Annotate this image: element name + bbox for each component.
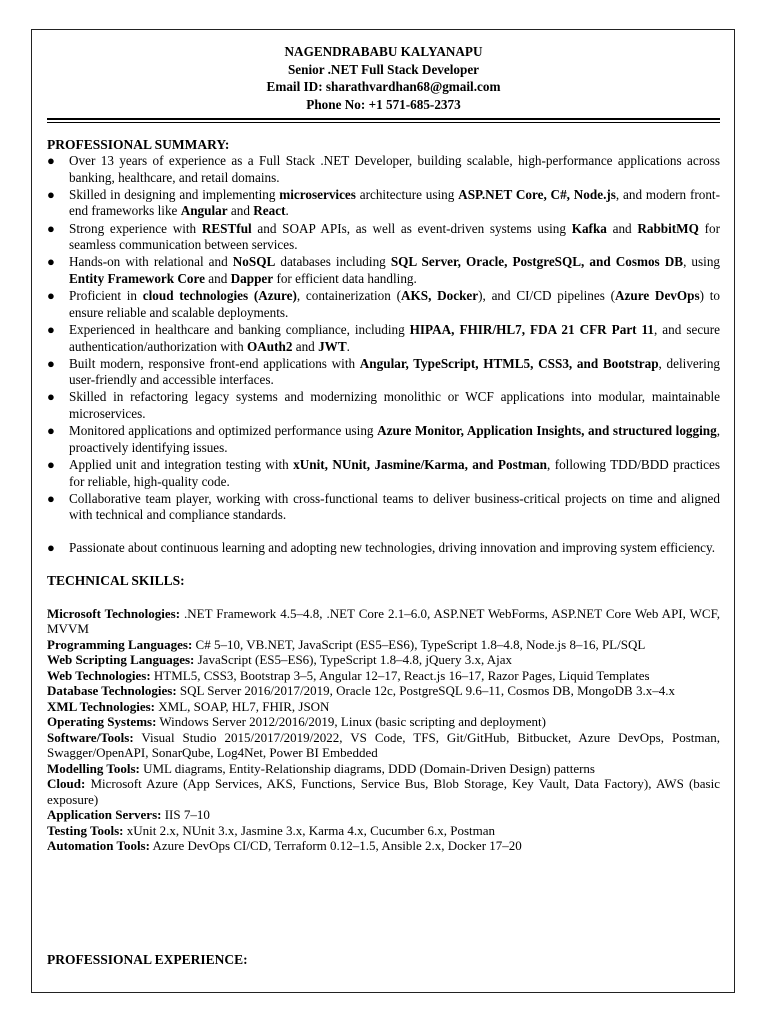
header-divider-thick: [47, 118, 720, 120]
skill-value: XML, SOAP, HL7, FHIR, JSON: [155, 698, 330, 714]
bullet-dot-icon: ●: [47, 220, 55, 236]
summary-text: and SOAP APIs, as well as event-driven systems using: [251, 220, 572, 236]
skill-line: [47, 761, 720, 777]
skill-label: Application Servers:: [47, 807, 162, 823]
skill-label: Automation Tools:: [47, 838, 150, 854]
skill-line: [47, 714, 720, 730]
summary-bullet: [47, 254, 720, 287]
summary-bullet: [47, 288, 720, 321]
skill-line: [47, 730, 720, 761]
skill-label: Software/Tools:: [47, 729, 134, 745]
summary-bold-text: HIPAA, FHIR/HL7, FDA 21 CFR Part 11: [409, 321, 655, 337]
summary-text: for seamless communication between services.: [69, 220, 720, 253]
bullet-dot-icon: ●: [47, 288, 55, 304]
bullet-dot-icon: ●: [47, 355, 55, 371]
summary-text: ) to ensure reliable and scalable deployments.: [69, 288, 721, 320]
summary-text: Over 13 years of experience as a Full Stack .NET Developer, building scalable, high-performance applications across banking, healthcare, and retail domains.: [69, 153, 720, 185]
skill-value: Azure DevOps CI/CD, Terraform 0.12–1.5, Ansible 2.x, Docker 17–20: [149, 838, 522, 854]
skill-line: [47, 776, 720, 807]
skill-line: [47, 637, 720, 653]
summary-bullet: [47, 540, 720, 557]
summary-text: and: [227, 203, 254, 219]
summary-text: databases including: [275, 254, 391, 270]
summary-bold-text: cloud technologies (Azure): [142, 288, 297, 304]
summary-text: and: [205, 270, 231, 286]
summary-text: .: [285, 203, 289, 219]
skill-value: UML diagrams, Entity-Relationship diagrams, DDD (Domain-Driven Design) patterns: [139, 760, 595, 776]
skill-value: HTML5, CSS3, Bootstrap 3–5, Angular 12–17, React.js 16–17, Razor Pages, Liquid Templates: [150, 667, 650, 683]
summary-text: ), and CI/CD pipelines (: [478, 288, 616, 304]
skill-line: [47, 668, 720, 684]
summary-text: Skilled in designing and implementing: [69, 186, 280, 202]
summary-text: , delivering user-friendly and accessible interfaces.: [69, 355, 721, 388]
candidate-email: Email ID: sharathvardhan68@gmail.com: [266, 79, 501, 94]
skill-label: Web Scripting Languages:: [47, 652, 195, 668]
summary-text: Collaborative team player, working with cross-functional teams to deliver business-critical projects on time and aligned with technical and compliance standards.: [69, 490, 720, 523]
summary-bold-text: RabbitMQ: [637, 220, 699, 236]
summary-text: , using: [683, 254, 721, 270]
bullet-dot-icon: ●: [47, 254, 55, 270]
summary-list: [47, 153, 720, 557]
summary-bullet: [47, 457, 720, 490]
summary-bold-text: JWT: [318, 338, 347, 354]
summary-text: Monitored applications and optimized performance using: [69, 423, 378, 439]
summary-bullet: [47, 221, 720, 254]
summary-bold-text: Kafka: [571, 220, 607, 236]
summary-text: Strong experience with: [69, 220, 202, 236]
skill-label: Cloud:: [47, 776, 86, 792]
bullet-dot-icon: ●: [47, 423, 55, 439]
summary-bullet: [47, 491, 720, 524]
summary-text: , following TDD/BDD practices for reliable, high-quality code.: [69, 457, 720, 489]
summary-bullet: [47, 187, 720, 220]
experience-heading: PROFESSIONAL EXPERIENCE:: [47, 952, 248, 967]
skill-label: XML Technologies:: [47, 698, 155, 714]
summary-bold-text: Angular, TypeScript, HTML5, CSS3, and Bootstrap: [359, 355, 659, 371]
skill-value: Visual Studio 2015/2017/2019/2022, VS Code, TFS, Git/GitHub, Bitbucket, Azure DevOps, Postman, Swagger/OpenAPI, SonarQube, Log4Net, Power BI Embedded: [47, 729, 720, 761]
summary-bold-text: Azure DevOps: [615, 288, 700, 304]
summary-text: Skilled in refactoring legacy systems and modernizing monolithic or WCF applications into modular, maintainable microservices.: [69, 389, 720, 422]
summary-text: and: [606, 220, 638, 236]
skill-label: Web Technologies:: [47, 667, 151, 683]
summary-text: , containerization (: [296, 288, 401, 304]
skill-label: Programming Languages:: [47, 636, 193, 652]
summary-bold-text: Angular: [180, 203, 228, 219]
skill-line: [47, 838, 720, 854]
skill-value: JavaScript (ES5–ES6), TypeScript 1.8–4.8, jQuery 3.x, Ajax: [194, 652, 513, 668]
summary-bold-text: React: [253, 203, 286, 219]
resume-page: [31, 29, 735, 993]
skill-label: Modelling Tools:: [47, 760, 140, 776]
summary-bold-text: OAuth2: [246, 338, 293, 354]
summary-bold-text: RESTful: [201, 220, 252, 236]
summary-text: , proactively identifying issues.: [69, 423, 720, 455]
summary-text: architecture using: [355, 186, 459, 202]
skill-value: .NET Framework 4.5–4.8, .NET Core 2.1–6.0, ASP.NET WebForms, ASP.NET Core Web API, WCF, MVVM: [47, 605, 721, 637]
summary-bold-text: AKS, Docker: [400, 288, 479, 304]
summary-bold-text: microservices: [279, 186, 356, 202]
skill-line: [47, 606, 720, 637]
bullet-dot-icon: ●: [47, 389, 55, 405]
summary-bold-text: ASP.NET Core, C#, Node.js: [458, 186, 616, 202]
summary-bold-text: NoSQL: [232, 254, 276, 270]
summary-text: Experienced in healthcare and banking compliance, including: [69, 321, 410, 337]
summary-bold-text: Entity Framework Core: [69, 270, 205, 286]
summary-bullet: [47, 423, 720, 456]
summary-text: for efficient data handling.: [273, 270, 417, 286]
candidate-phone: Phone No: +1 571-685-2373: [306, 96, 461, 112]
summary-bold-text: Dapper: [230, 270, 274, 286]
summary-bullet: [47, 322, 720, 355]
skill-value: IIS 7–10: [161, 807, 210, 823]
summary-text: Passionate about continuous learning and adopting new technologies, driving innovation and improving system efficiency.: [69, 540, 716, 555]
skill-value: Microsoft Azure (App Services, AKS, Functions, Service Bus, Blob Storage, Key Vault, Data Factory), AWS (basic exposure): [47, 776, 720, 807]
summary-bold-text: xUnit, NUnit, Jasmine/Karma, and Postman: [293, 457, 547, 473]
summary-text: and: [292, 338, 319, 354]
summary-bullet: [47, 153, 720, 186]
summary-heading: PROFESSIONAL SUMMARY:: [47, 137, 230, 152]
skill-value: C# 5–10, VB.NET, JavaScript (ES5–ES6), TypeScript 1.8–4.8, Node.js 8–16, PL/SQL: [192, 636, 646, 652]
skill-label: Operating Systems:: [47, 714, 157, 730]
skill-value: xUnit 2.x, NUnit 3.x, Jasmine 3.x, Karma 4.x, Cucumber 6.x, Postman: [123, 822, 496, 838]
bullet-dot-icon: ●: [47, 186, 55, 202]
summary-text: Applied unit and integration testing with: [69, 457, 294, 473]
skills-heading: TECHNICAL SKILLS:: [47, 572, 185, 588]
summary-bullet: [47, 356, 720, 389]
header-divider-thin: [47, 122, 720, 123]
summary-text: , and modern front-end frameworks like: [69, 186, 720, 219]
summary-text: , and secure authentication/authorization with: [69, 321, 721, 354]
skill-label: Testing Tools:: [47, 822, 124, 838]
skill-line: [47, 652, 720, 668]
skills-list: [47, 606, 720, 854]
bullet-dot-icon: ●: [47, 321, 55, 337]
skill-label: Database Technologies:: [47, 683, 177, 699]
summary-text: Proficient in: [69, 288, 143, 304]
summary-text: .: [346, 338, 350, 354]
skill-line: [47, 683, 720, 699]
skill-line: [47, 699, 720, 715]
resume-header: [47, 43, 720, 113]
summary-bold-text: SQL Server, Oracle, PostgreSQL, and Cosmos DB: [390, 254, 684, 270]
summary-bold-text: Azure Monitor, Application Insights, and structured logging: [377, 423, 717, 439]
skill-label: Microsoft Technologies:: [47, 605, 181, 621]
skill-value: SQL Server 2016/2017/2019, Oracle 12c, PostgreSQL 9.6–11, Cosmos DB, MongoDB 3.x–4.x: [176, 683, 675, 699]
bullet-dot-icon: ●: [47, 457, 55, 473]
candidate-name: NAGENDRABABU KALYANAPU: [284, 44, 483, 59]
skill-value: Windows Server 2012/2016/2019, Linux (basic scripting and deployment): [156, 714, 546, 730]
bullet-dot-icon: ●: [47, 153, 55, 168]
summary-text: Built modern, responsive front-end applications with: [69, 355, 360, 371]
resume-content: [47, 42, 721, 967]
skill-line: [47, 807, 720, 823]
skill-line: [47, 823, 720, 839]
summary-bullet: [47, 389, 720, 422]
bullet-dot-icon: ●: [47, 490, 55, 506]
bullet-dot-icon: ●: [47, 540, 55, 555]
candidate-role: Senior .NET Full Stack Developer: [287, 61, 480, 77]
summary-text: Hands-on with relational and: [69, 254, 233, 270]
